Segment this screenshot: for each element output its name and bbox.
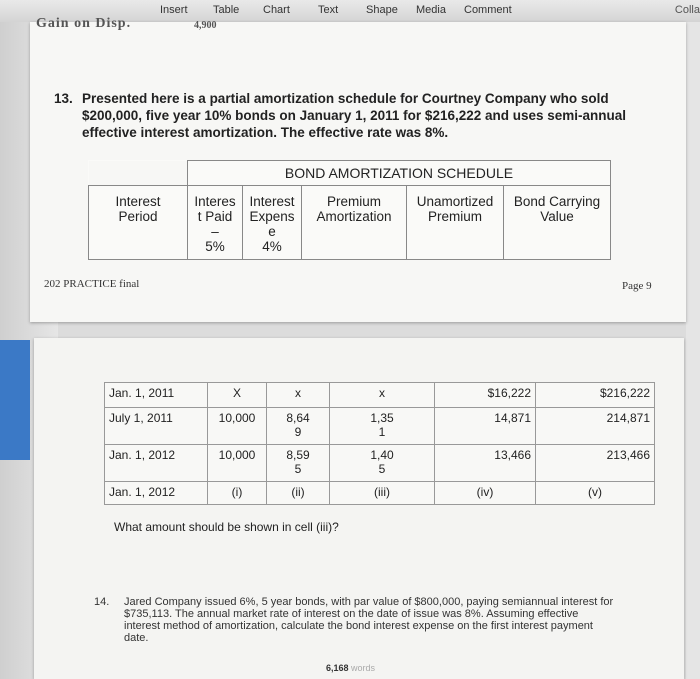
amortization-schedule-body xyxy=(104,382,655,505)
cell-amortization: (iii) xyxy=(330,482,435,505)
page-number: Page 9 xyxy=(622,280,652,292)
cell-period: Jan. 1, 2011 xyxy=(105,383,208,408)
header-interest-expense: Interest Expens e 4% xyxy=(243,186,302,260)
question-cell-iii: What amount should be shown in cell (iii)? xyxy=(114,520,339,534)
cell-amortization: x xyxy=(330,383,435,408)
toolbar-collaborate[interactable]: Colla xyxy=(674,4,700,16)
table-row xyxy=(105,383,655,408)
right-margin xyxy=(686,22,700,679)
table-row xyxy=(105,445,655,482)
question-13 xyxy=(54,90,654,141)
word-count[interactable] xyxy=(326,663,375,673)
cell-unamortized: 13,466 xyxy=(435,445,536,482)
cell-carrying: (v) xyxy=(536,482,655,505)
word-count-label: words xyxy=(351,663,376,673)
cell-period: Jan. 1, 2012 xyxy=(105,482,208,505)
document-page-upper xyxy=(30,16,686,322)
amortization-schedule-header xyxy=(88,160,611,260)
cell-unamortized: 14,871 xyxy=(435,408,536,445)
cell-carrying: 214,871 xyxy=(536,408,655,445)
cell-expense: x xyxy=(267,383,330,408)
cell-period: July 1, 2011 xyxy=(105,408,208,445)
cell-paid: 10,000 xyxy=(208,408,267,445)
table-row xyxy=(105,482,655,505)
word-count-value: 6,168 xyxy=(326,663,349,673)
cell-amortization: 1,35 1 xyxy=(330,408,435,445)
sidebar-tab[interactable] xyxy=(0,340,30,460)
cell-paid: (i) xyxy=(208,482,267,505)
cell-period: Jan. 1, 2012 xyxy=(105,445,208,482)
toolbar-shape[interactable]: Shape xyxy=(366,4,398,16)
toolbar-comment[interactable]: Comment xyxy=(464,4,512,16)
cell-unamortized: $16,222 xyxy=(435,383,536,408)
toolbar-chart[interactable]: Chart xyxy=(263,4,290,16)
cell-expense: (ii) xyxy=(267,482,330,505)
question-13-number: 13. xyxy=(54,91,73,106)
question-14 xyxy=(94,596,614,644)
cell-expense: 8,64 9 xyxy=(267,408,330,445)
table-row xyxy=(105,408,655,445)
table-title: BOND AMORTIZATION SCHEDULE xyxy=(188,161,611,186)
cell-amortization: 1,40 5 xyxy=(330,445,435,482)
header-interest-paid: Interes t Paid – 5% xyxy=(188,186,243,260)
document-page-lower xyxy=(34,338,684,679)
footer-left: 202 PRACTICE final xyxy=(44,278,140,290)
cut-off-text: Gain on Disp. xyxy=(36,16,132,31)
cell-paid: X xyxy=(208,383,267,408)
header-bond-carrying-value: Bond Carrying Value xyxy=(504,186,611,260)
cell-carrying: 213,466 xyxy=(536,445,655,482)
question-14-number: 14. xyxy=(94,596,110,608)
cut-off-number: 4,900 xyxy=(194,20,217,31)
toolbar-text[interactable]: Text xyxy=(318,4,339,16)
header-interest-period: Interest Period xyxy=(89,186,188,260)
cell-unamortized: (iv) xyxy=(435,482,536,505)
question-14-text: Jared Company issued 6%, 5 year bonds, with par value of $800,000, paying semiannual interest for $735,113. The annual market rate of interest on the date of issue was 8%. Assuming effective interest method of amortization, calculate the bond interest expense on the first interest payment date. xyxy=(124,596,614,644)
cell-carrying: $216,222 xyxy=(536,383,655,408)
toolbar-insert[interactable]: Insert xyxy=(160,4,188,16)
header-unamortized-premium: Unamortized Premium xyxy=(407,186,504,260)
cell-paid: 10,000 xyxy=(208,445,267,482)
toolbar-table[interactable]: Table xyxy=(213,4,240,16)
question-13-text: Presented here is a partial amortization schedule for Courtney Company who sold $200,000, five year 10% bonds on January 1, 2011 for $216,222 and uses semi-annual effective interest amortization. The effective rate was 8%. xyxy=(82,91,627,140)
cell-expense: 8,59 5 xyxy=(267,445,330,482)
header-premium-amortization: Premium Amortization xyxy=(302,186,407,260)
toolbar-media[interactable]: Media xyxy=(416,4,446,16)
